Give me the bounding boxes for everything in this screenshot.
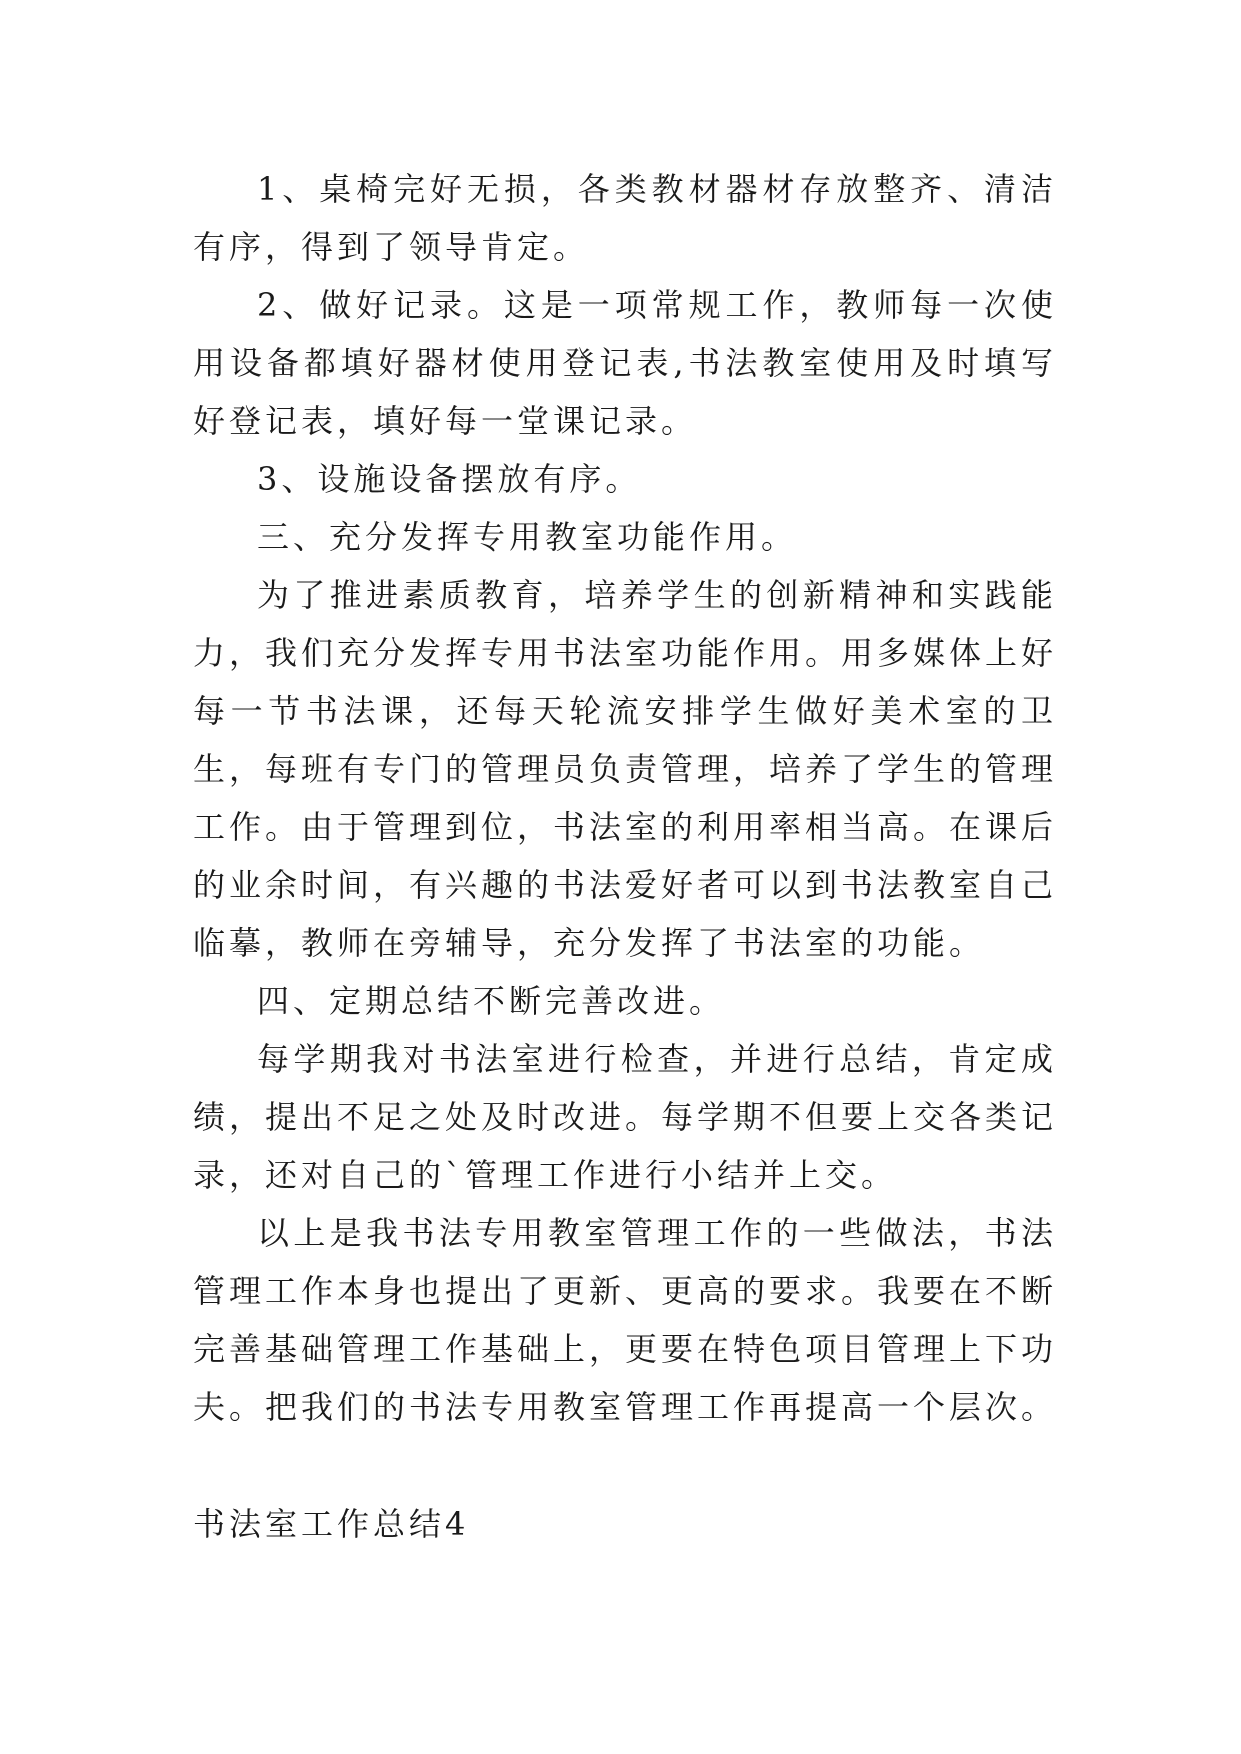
document-body [193, 160, 1057, 1436]
section-heading: 书法室工作总结4 [193, 1505, 470, 1543]
paragraph-6: 四、定期总结不断完善改进。 [257, 982, 726, 1020]
paragraph-7: 每学期我对书法室进行检查，并进行总结，肯定成绩，提出不足之处及时改进。每学期不但要上交各类记录，还对自己的`管理工作进行小结并上交。 [193, 1040, 1058, 1194]
paragraph-4: 三、充分发挥专用教室功能作用。 [257, 518, 798, 556]
paragraph-3: 3、设施设备摆放有序。 [257, 460, 642, 498]
paragraph-8: 以上是我书法专用教室管理工作的一些做法，书法管理工作本身也提出了更新、更高的要求。我要在不断完善基础管理工作基础上，更要在特色项目管理上下功夫。把我们的书法专用教室管理工作再提高一个层次。 [193, 1214, 1058, 1426]
paragraph-5: 为了推进素质教育，培养学生的创新精神和实践能力，我们充分发挥专用书法室功能作用。用多媒体上好每一节书法课，还每天轮流安排学生做好美术室的卫生，每班有专门的管理员负责管理，培养了学生的管理工作。由于管理到位，书法室的利用率相当高。在课后的业余时间，有兴趣的书法爱好者可以到书法教室自己临摹，教师在旁辅导，充分发挥了书法室的功能。 [193, 576, 1058, 962]
paragraph-1: 1、桌椅完好无损，各类教材器材存放整齐、清洁有序，得到了领导肯定。 [193, 170, 1057, 266]
paragraph-2: 2、做好记录。这是一项常规工作，教师每一次使用设备都填好器材使用登记表,书法教室使用及时填写好登记表，填好每一堂课记录。 [193, 286, 1057, 440]
